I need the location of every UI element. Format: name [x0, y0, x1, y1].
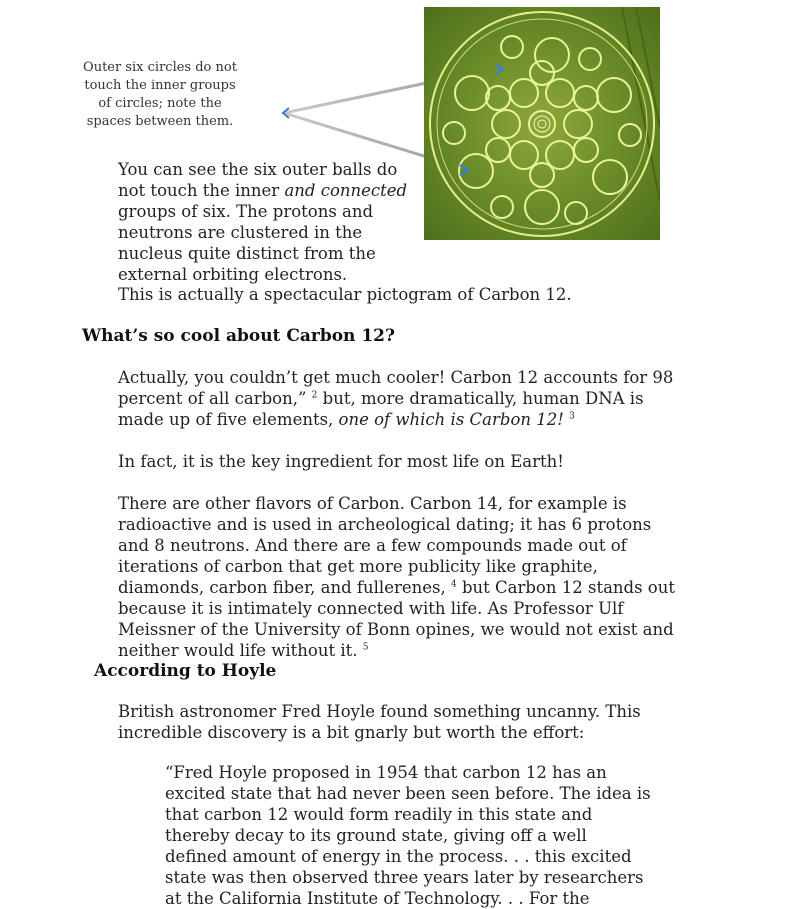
carbon12-paragraph: Actually, you couldn’t get much cooler! Carbon 12 accounts for 98 percent of all carbon,” $^2$ but, more dramatically, human DNA is made up of five elements, one of which is Carbon 12! $^3$	[118, 368, 674, 429]
pictogram-statement: This is actually a spectacular pictogram of Carbon 12.	[118, 285, 572, 304]
life-ingredient-paragraph: In fact, it is the key ingredient for most life on Earth!	[118, 452, 564, 471]
image-caption: Outer six circles do not touch the inner groups of circles; note the spaces between them.	[83, 60, 237, 129]
crop-circle-pictogram	[424, 7, 660, 240]
arrow-lower-icon	[460, 165, 468, 175]
arrow-upper-icon	[496, 65, 503, 74]
crop-circle-photo	[424, 7, 660, 240]
hoyle-heading: According to Hoyle	[94, 661, 277, 681]
hoyle-paragraph: British astronomer Fred Hoyle found something uncanny. This incredible discovery is a bit gnarly but worth the effort:	[118, 702, 641, 742]
intro-paragraph: You can see the six outer balls do not touch the inner and connected groups of six. The protons and neutrons are clustered in the nucleus quite distinct from the external orbiting electrons.	[118, 160, 408, 284]
hoyle-quote: “Fred Hoyle proposed in 1954 that carbon 12 has an excited state that had never been seen before. The idea is that carbon 12 would form readily in this state and thereby decay to its ground state, giving off a well defined amount of energy in the process. . . this excited state was then observed three years later by researchers at the California Institute of Technology. . . For the	[165, 763, 651, 908]
carbon-flavors-paragraph: There are other flavors of Carbon. Carbon 14, for example is radioactive and is used in archeological dating; it has 6 protons and 8 neutrons. And there are a few compounds made out of iterations of carbon that get more publicity like graphite, diamonds, carbon fiber, and fullerenes, $^4$ but Carbon 12 stands out because it is intimately connected with life. As Professor Ulf Meissner of the University of Bonn opines, we would not exist and neither would life without it. $^5$	[118, 494, 675, 660]
section-heading: What’s so cool about Carbon 12?	[82, 326, 395, 346]
